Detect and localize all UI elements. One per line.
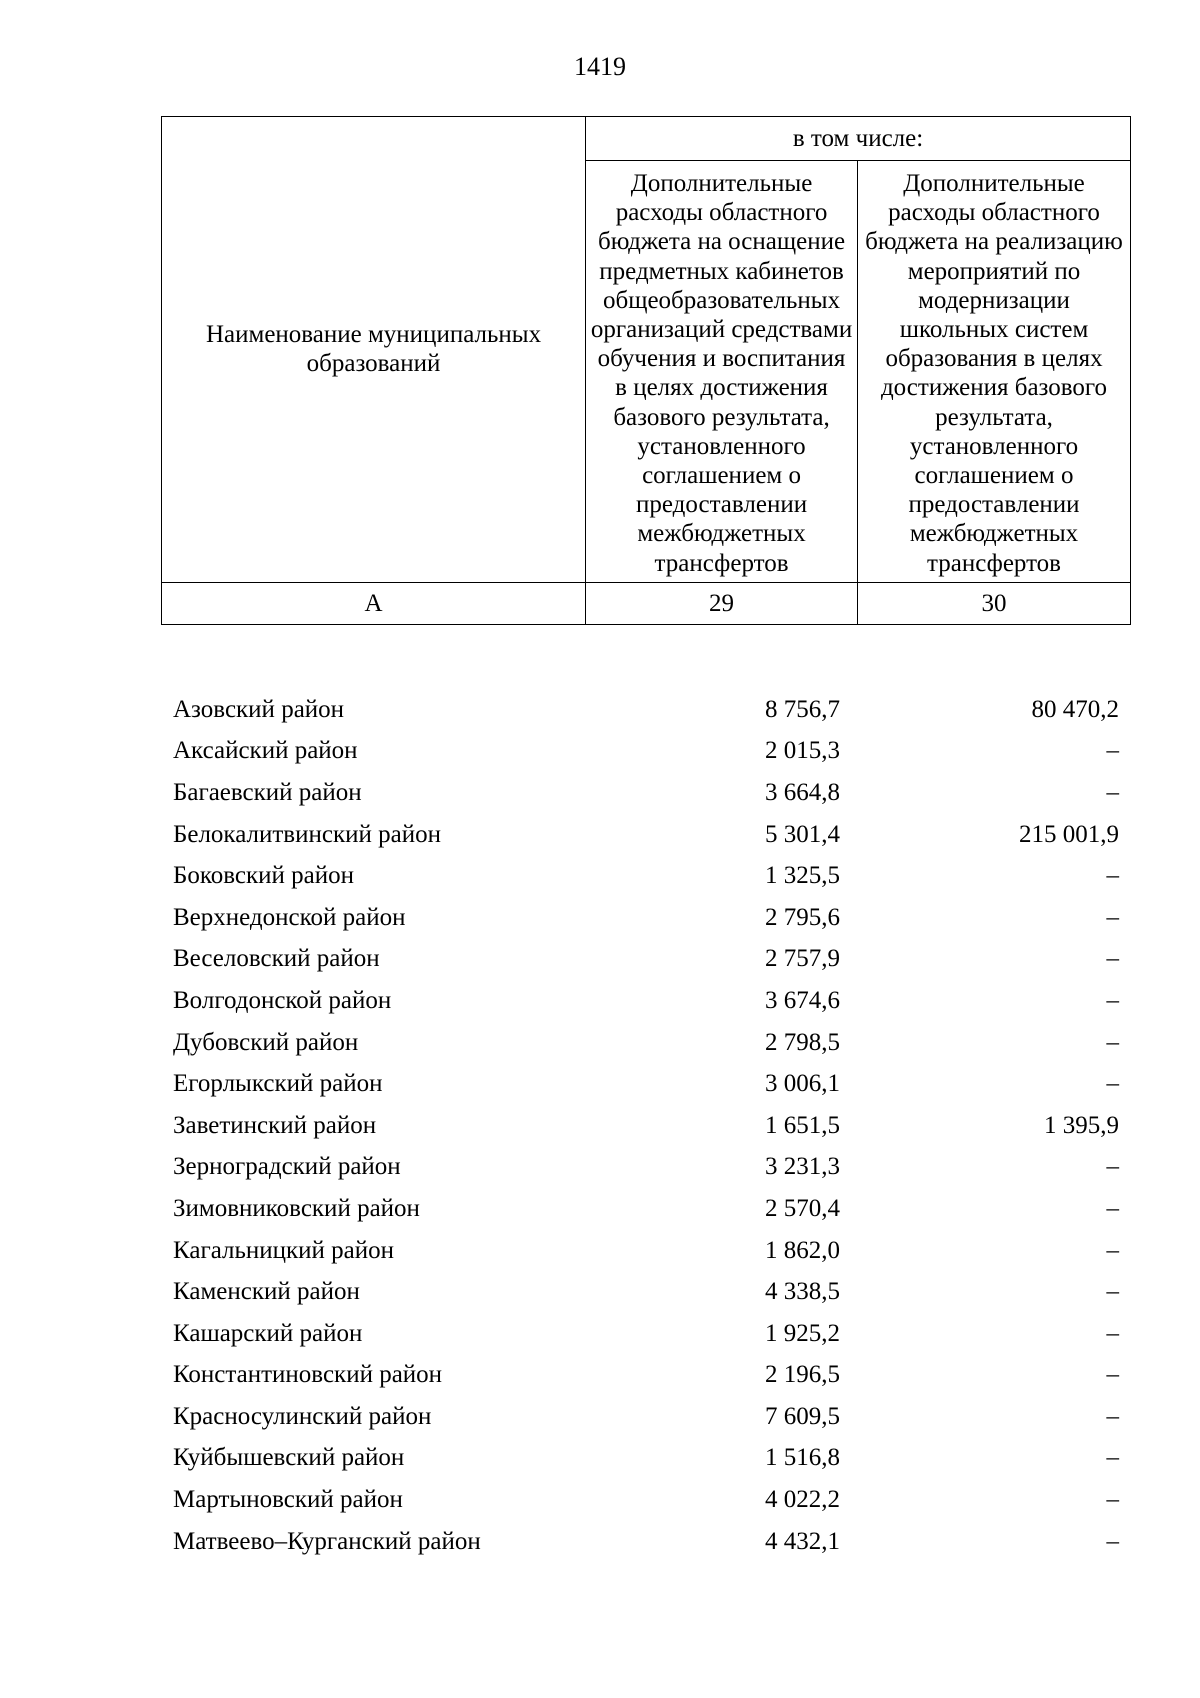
municipality-name: Красносулинский район bbox=[173, 1402, 432, 1430]
value-col-29: 2 798,5 bbox=[765, 1028, 840, 1056]
value-col-29: 1 325,5 bbox=[765, 862, 840, 890]
table-row bbox=[161, 939, 1131, 981]
table-row bbox=[161, 1479, 1131, 1521]
table-row bbox=[161, 855, 1131, 897]
table-row bbox=[161, 1313, 1131, 1355]
municipality-name: Кашарский район bbox=[173, 1319, 363, 1347]
table-row bbox=[161, 1521, 1131, 1563]
table-row bbox=[161, 1188, 1131, 1230]
municipality-name: Азовский район bbox=[173, 695, 345, 723]
table-body bbox=[161, 689, 1131, 1562]
municipality-name: Веселовский район bbox=[173, 945, 380, 973]
value-col-29: 3 674,6 bbox=[765, 986, 840, 1014]
municipality-name: Зерноградский район bbox=[173, 1153, 401, 1181]
municipality-name: Кагальницкий район bbox=[173, 1236, 395, 1264]
value-col-30: – bbox=[1106, 986, 1119, 1014]
value-col-29: 2 015,3 bbox=[765, 737, 840, 765]
value-col-30: 1 395,9 bbox=[1044, 1111, 1119, 1139]
value-col-29: 2 570,4 bbox=[765, 1194, 840, 1222]
value-col-29: 4 022,2 bbox=[765, 1486, 840, 1514]
value-col-30: – bbox=[1106, 862, 1119, 890]
municipality-name: Каменский район bbox=[173, 1278, 360, 1306]
value-col-30: – bbox=[1106, 778, 1119, 806]
value-col-30: – bbox=[1106, 945, 1119, 973]
value-col-30: – bbox=[1106, 1486, 1119, 1514]
table-row bbox=[161, 1022, 1131, 1064]
municipality-name: Куйбышевский район bbox=[173, 1444, 405, 1472]
header-name-column: Наименование муниципальных образований bbox=[162, 117, 586, 583]
municipality-name: Дубовский район bbox=[173, 1028, 359, 1056]
value-col-29: 1 925,2 bbox=[765, 1319, 840, 1347]
page-number: 1419 bbox=[574, 52, 626, 81]
table-row bbox=[161, 814, 1131, 856]
value-col-30: – bbox=[1106, 1444, 1119, 1472]
value-col-29: 2 795,6 bbox=[765, 903, 840, 931]
municipality-name: Константиновский район bbox=[173, 1361, 443, 1389]
table-row bbox=[161, 1105, 1131, 1147]
municipality-name: Верхнедонской район bbox=[173, 903, 406, 931]
header-col-a: А bbox=[162, 582, 586, 624]
value-col-29: 1 651,5 bbox=[765, 1111, 840, 1139]
table-row bbox=[161, 1063, 1131, 1105]
value-col-30: – bbox=[1106, 1319, 1119, 1347]
value-col-29: 3 006,1 bbox=[765, 1070, 840, 1098]
value-col-30: 215 001,9 bbox=[1019, 820, 1119, 848]
value-col-30: 80 470,2 bbox=[1031, 695, 1119, 723]
municipality-name: Багаевский район bbox=[173, 778, 362, 806]
table-row bbox=[161, 689, 1131, 731]
header-col29-description: Дополнительные расходы областного бюджета на оснащение предметных кабинетов общеобразовательных организаций средствами обучения и воспитания в целях достижения базового результата, установленного соглашением о предоставлении межбюджетных трансфертов bbox=[586, 161, 858, 583]
value-col-29: 7 609,5 bbox=[765, 1402, 840, 1430]
value-col-29: 3 231,3 bbox=[765, 1153, 840, 1181]
table-row bbox=[161, 1438, 1131, 1480]
value-col-30: – bbox=[1106, 1194, 1119, 1222]
municipality-name: Матвеево–Курганский район bbox=[173, 1527, 481, 1555]
municipality-name: Зимовниковский район bbox=[173, 1194, 420, 1222]
value-col-29: 1 862,0 bbox=[765, 1236, 840, 1264]
value-col-29: 2 196,5 bbox=[765, 1361, 840, 1389]
municipality-name: Мартыновский район bbox=[173, 1486, 403, 1514]
table-row bbox=[161, 980, 1131, 1022]
value-col-30: – bbox=[1106, 1153, 1119, 1181]
value-col-29: 5 301,4 bbox=[765, 820, 840, 848]
municipality-name: Волгодонской район bbox=[173, 986, 392, 1014]
table-row bbox=[161, 1230, 1131, 1272]
value-col-29: 1 516,8 bbox=[765, 1444, 840, 1472]
value-col-29: 3 664,8 bbox=[765, 778, 840, 806]
municipality-name: Аксайский район bbox=[173, 737, 358, 765]
value-col-30: – bbox=[1106, 1361, 1119, 1389]
header-including: в том числе: bbox=[586, 117, 1131, 161]
table-row bbox=[161, 772, 1131, 814]
value-col-30: – bbox=[1106, 1028, 1119, 1056]
value-col-30: – bbox=[1106, 1236, 1119, 1264]
header-col-29: 29 bbox=[586, 582, 858, 624]
header-col30-description: Дополнительные расходы областного бюджета на реализацию мероприятий по модернизации школьных систем образования в целях достижения базового результата, установленного соглашением о предоставлении межбюджетных трансфертов bbox=[858, 161, 1131, 583]
value-col-30: – bbox=[1106, 1278, 1119, 1306]
table-row bbox=[161, 1271, 1131, 1313]
value-col-29: 4 338,5 bbox=[765, 1278, 840, 1306]
value-col-30: – bbox=[1106, 1527, 1119, 1555]
table-row bbox=[161, 1147, 1131, 1189]
header-col-30: 30 bbox=[858, 582, 1131, 624]
municipality-name: Белокалитвинский район bbox=[173, 820, 441, 848]
value-col-30: – bbox=[1106, 1070, 1119, 1098]
table-row bbox=[161, 1355, 1131, 1397]
table-row bbox=[161, 731, 1131, 773]
municipality-name: Егорлыкский район bbox=[173, 1070, 383, 1098]
value-col-29: 4 432,1 bbox=[765, 1527, 840, 1555]
value-col-30: – bbox=[1106, 903, 1119, 931]
value-col-30: – bbox=[1106, 1402, 1119, 1430]
value-col-29: 2 757,9 bbox=[765, 945, 840, 973]
table-header bbox=[161, 116, 1131, 625]
table-row bbox=[161, 1396, 1131, 1438]
value-col-29: 8 756,7 bbox=[765, 695, 840, 723]
table-row bbox=[161, 897, 1131, 939]
municipality-name: Заветинский район bbox=[173, 1111, 377, 1139]
value-col-30: – bbox=[1106, 737, 1119, 765]
municipality-name: Боковский район bbox=[173, 862, 354, 890]
